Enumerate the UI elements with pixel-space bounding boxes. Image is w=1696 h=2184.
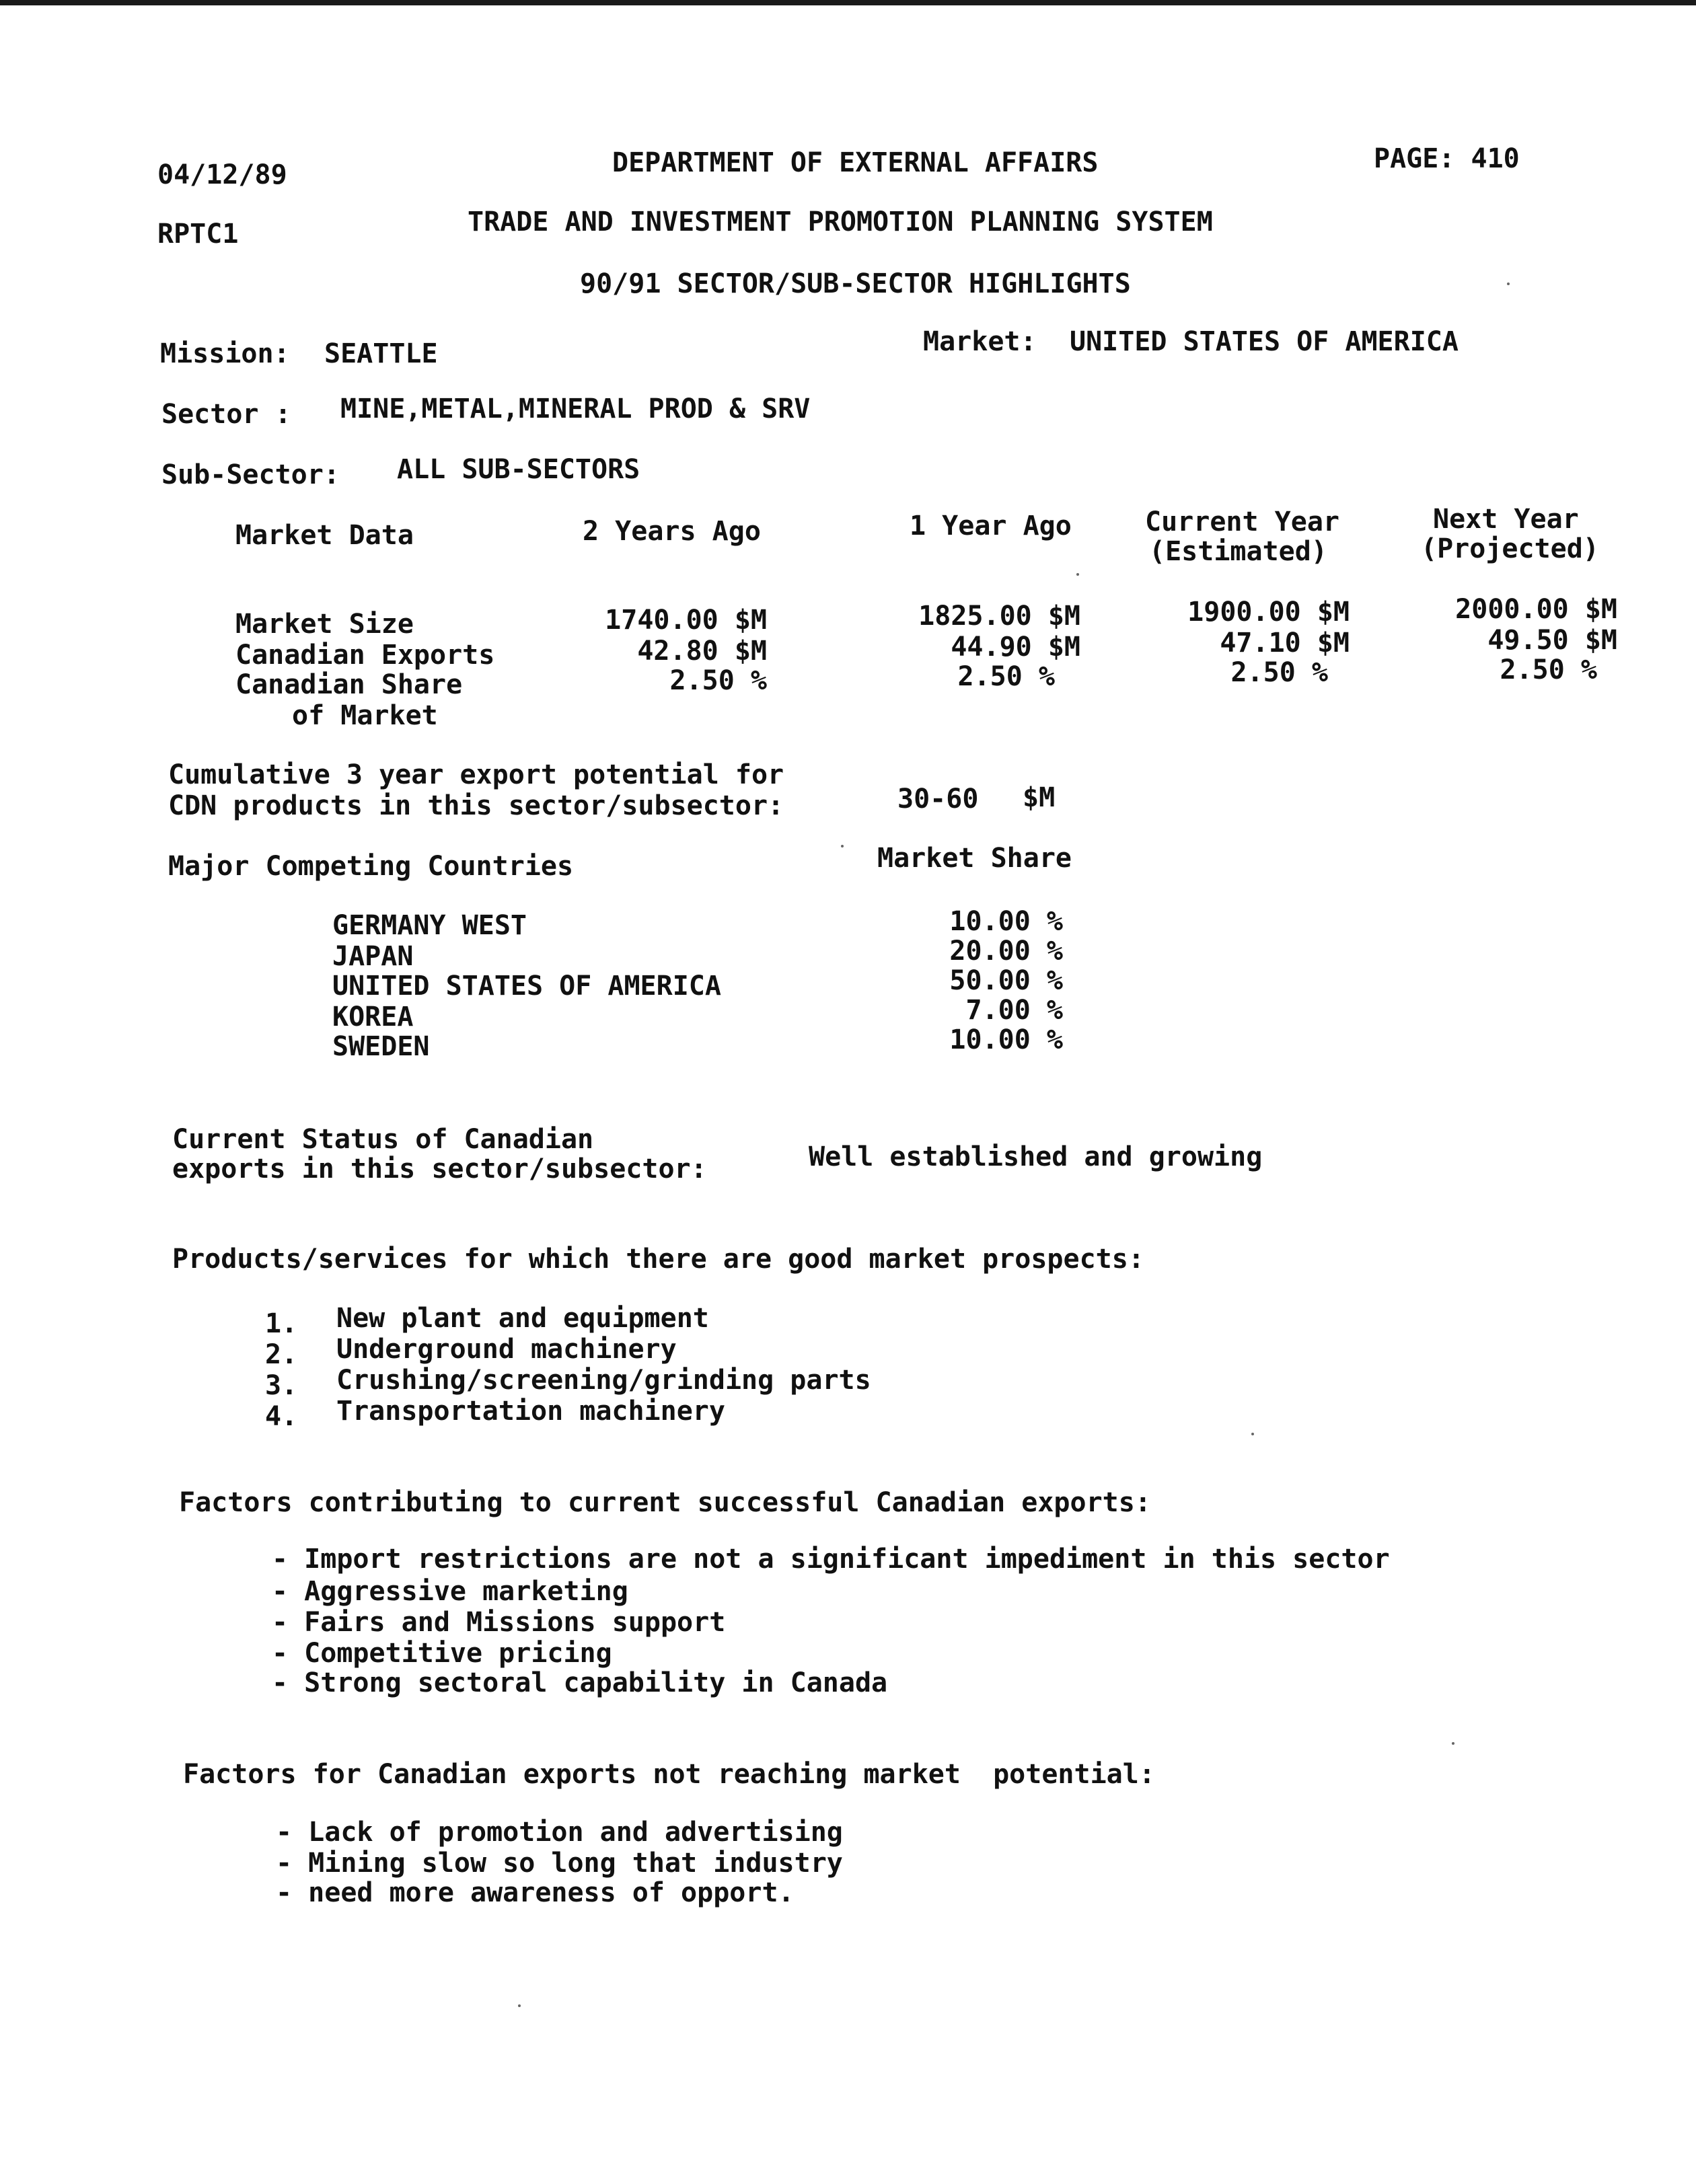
- cell-value: 2.50 %: [957, 661, 1055, 692]
- competitor-country: JAPAN: [332, 941, 414, 972]
- list-item-number: 3.: [265, 1370, 298, 1401]
- scan-top-edge: [0, 0, 1696, 5]
- market-value: UNITED STATES OF AMERICA: [1070, 326, 1459, 357]
- report-date: 04/12/89: [157, 159, 287, 190]
- system-title: TRADE AND INVESTMENT PROMOTION PLANNING SYSTEM: [468, 206, 1213, 237]
- market-label: Market:: [923, 326, 1037, 357]
- table-header-estimated: (Estimated): [1149, 536, 1327, 567]
- sector-label: Sector :: [161, 399, 291, 430]
- status-line-1: Current Status of Canadian: [172, 1124, 594, 1155]
- competitor-share: 20.00 %: [949, 936, 1063, 967]
- competitor-country: SWEDEN: [332, 1031, 430, 1062]
- competitor-share: 10.00 %: [949, 906, 1063, 937]
- cell-value: 2.50 %: [669, 665, 767, 696]
- list-item: Underground machinery: [336, 1334, 677, 1365]
- competitor-share: 7.00 %: [965, 995, 1063, 1026]
- list-item: - Fairs and Missions support: [272, 1607, 726, 1638]
- list-item-number: 1.: [265, 1308, 298, 1339]
- status-line-2: exports in this sector/subsector:: [172, 1154, 707, 1184]
- list-item: Crushing/screening/grinding parts: [336, 1365, 871, 1396]
- cell-value: 42.80 $M: [637, 636, 767, 667]
- cell-value: 2000.00 $M: [1455, 594, 1617, 625]
- cell-value: 1740.00 $M: [605, 605, 767, 636]
- success-factors-heading: Factors contributing to current successful Canadian exports:: [179, 1487, 1151, 1518]
- page-number: PAGE: 410: [1374, 143, 1520, 174]
- scan-speck: [1076, 573, 1079, 576]
- competitor-country: GERMANY WEST: [332, 910, 527, 941]
- barrier-factors-heading: Factors for Canadian exports not reaching market potential:: [183, 1759, 1155, 1790]
- cell-value: 2.50 %: [1230, 657, 1328, 688]
- cell-value: 47.10 $M: [1220, 628, 1350, 658]
- list-item: - need more awareness of opport.: [276, 1877, 795, 1908]
- department-title: DEPARTMENT OF EXTERNAL AFFAIRS: [612, 147, 1099, 178]
- subsector-value: ALL SUB-SECTORS: [397, 454, 640, 485]
- list-item: - Aggressive marketing: [272, 1576, 628, 1607]
- cell-value: 2.50 %: [1500, 654, 1597, 685]
- cell-value: 1825.00 $M: [918, 601, 1080, 632]
- list-item: - Import restrictions are not a significant impediment in this sector: [272, 1544, 1390, 1575]
- mission-label: Mission:: [160, 338, 290, 369]
- report-code: RPTC1: [157, 219, 239, 250]
- list-item-number: 4.: [265, 1401, 298, 1432]
- competitors-heading: Major Competing Countries: [168, 851, 574, 882]
- cell-value: 49.50 $M: [1487, 625, 1617, 656]
- scan-speck: [518, 2004, 521, 2007]
- competitor-share: 10.00 %: [949, 1024, 1063, 1055]
- table-header-current-year: Current Year: [1145, 506, 1339, 537]
- scan-speck: [841, 845, 844, 848]
- table-header-market-data: Market Data: [235, 520, 414, 551]
- potential-value: 30-60: [897, 784, 979, 815]
- row-label-canadian-share: Canadian Share: [235, 669, 463, 700]
- report-title: 90/91 SECTOR/SUB-SECTOR HIGHLIGHTS: [580, 268, 1131, 299]
- row-label-market-size: Market Size: [235, 609, 414, 640]
- table-header-next-year: Next Year: [1433, 504, 1579, 535]
- list-item: - Mining slow so long that industry: [276, 1848, 843, 1879]
- list-item: - Competitive pricing: [272, 1638, 612, 1669]
- list-item: - Strong sectoral capability in Canada: [272, 1667, 888, 1698]
- potential-unit: $M: [1023, 782, 1056, 813]
- potential-line-2: CDN products in this sector/subsector:: [168, 790, 784, 821]
- competitor-share: 50.00 %: [949, 965, 1063, 996]
- table-header-2-years-ago: 2 Years Ago: [583, 516, 761, 547]
- scan-speck: [1251, 1433, 1254, 1435]
- list-item-number: 2.: [265, 1339, 298, 1370]
- table-header-1-year-ago: 1 Year Ago: [910, 511, 1072, 541]
- list-item: New plant and equipment: [336, 1303, 709, 1334]
- row-label-of-market: of Market: [292, 700, 438, 731]
- subsector-label: Sub-Sector:: [161, 459, 340, 490]
- row-label-canadian-exports: Canadian Exports: [235, 640, 495, 671]
- prospects-heading: Products/services for which there are good market prospects:: [172, 1244, 1144, 1275]
- potential-line-1: Cumulative 3 year export potential for: [168, 759, 784, 790]
- cell-value: 44.90 $M: [951, 632, 1080, 663]
- competitor-country: UNITED STATES OF AMERICA: [332, 971, 721, 1002]
- list-item: Transportation machinery: [336, 1396, 725, 1427]
- market-share-heading: Market Share: [877, 843, 1072, 874]
- status-value: Well established and growing: [809, 1141, 1263, 1172]
- sector-value: MINE,METAL,MINERAL PROD & SRV: [340, 393, 811, 424]
- list-item: - Lack of promotion and advertising: [276, 1817, 843, 1848]
- table-header-projected: (Projected): [1421, 533, 1599, 564]
- scan-speck: [1507, 283, 1510, 285]
- cell-value: 1900.00 $M: [1187, 597, 1350, 628]
- competitor-country: KOREA: [332, 1002, 414, 1032]
- mission-value: SEATTLE: [324, 338, 438, 369]
- scan-speck: [1452, 1742, 1454, 1745]
